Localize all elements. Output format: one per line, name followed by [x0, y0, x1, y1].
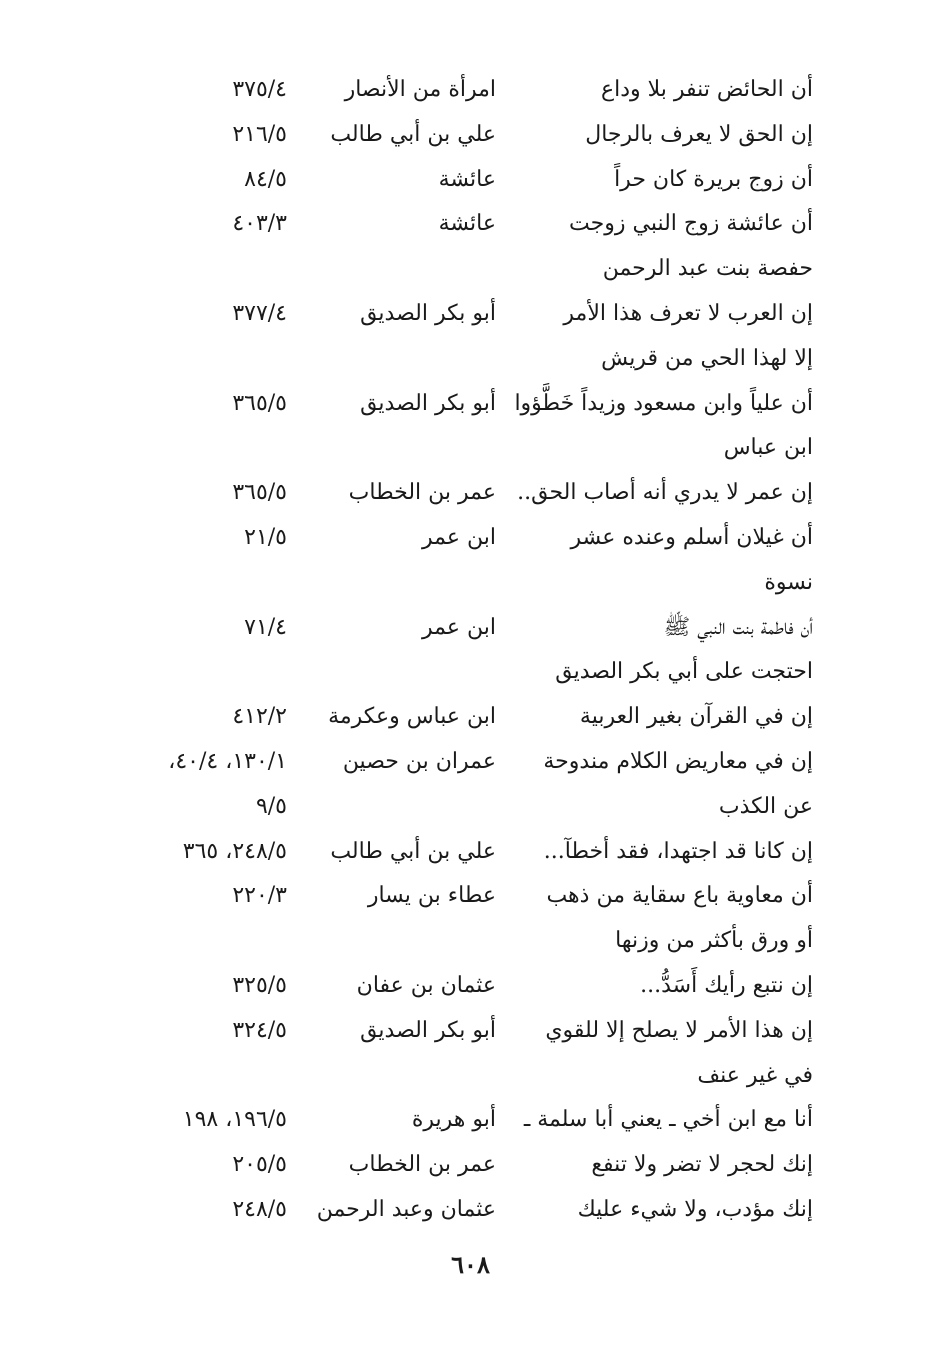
- page-number: ٦٠٨: [451, 1250, 490, 1279]
- index-row: [0, 695, 941, 740]
- index-row: [0, 650, 941, 695]
- hadith-text: أن عائشة زوج النبي زوجت: [569, 211, 813, 237]
- index-row: [0, 382, 941, 427]
- index-row: [0, 1188, 941, 1233]
- index-row: [0, 113, 941, 158]
- reference: ٢٤٨/٥: [232, 1196, 287, 1222]
- hadith-text: إن في القرآن بغير العربية: [579, 704, 813, 730]
- hadith-text: عن الكذب: [718, 793, 813, 819]
- index-row: [0, 830, 941, 875]
- reference: ٢٠٥/٥: [232, 1152, 287, 1178]
- reference: ٣٦٥/٥: [232, 480, 287, 506]
- hadith-text: نسوة: [764, 569, 813, 595]
- hadith-text: إنك لحجر لا تضر ولا تنفع: [591, 1152, 813, 1178]
- hadith-text: أن فاطمة بنت النبي ﷺ: [663, 614, 813, 640]
- index-row: [0, 785, 941, 830]
- index-row: [0, 606, 941, 651]
- index-row: [0, 158, 941, 203]
- reference: ٨٤/٥: [244, 166, 287, 192]
- hadith-text: إنك مؤدب، ولا شيء عليك: [577, 1196, 813, 1222]
- narrator: عائشة: [438, 166, 496, 192]
- index-row: [0, 68, 941, 113]
- narrator: عمران بن حصين: [342, 748, 496, 774]
- narrator: علي بن أبي طالب: [330, 121, 496, 147]
- reference: ٣٧٧/٤: [232, 300, 287, 326]
- index-table: [0, 68, 941, 1233]
- reference: ٤١٢/٢: [232, 704, 287, 730]
- index-row: [0, 426, 941, 471]
- index-row: [0, 516, 941, 561]
- reference: ٢٤٨/٥، ٣٦٥: [182, 838, 287, 864]
- narrator: عطاء بن يسار: [367, 883, 496, 909]
- hadith-text: حفصة بنت عبد الرحمن: [602, 256, 813, 282]
- narrator: علي بن أبي طالب: [330, 838, 496, 864]
- hadith-text: أن زوج بريرة كان حراً: [614, 166, 813, 192]
- index-row: [0, 964, 941, 1009]
- narrator: أبو بكر الصديق: [360, 390, 496, 416]
- narrator: أبو بكر الصديق: [360, 1017, 496, 1043]
- narrator: عمر بن الخطاب: [348, 480, 496, 506]
- narrator: امرأة من الأنصار: [344, 77, 496, 102]
- index-row: [0, 1009, 941, 1054]
- index-row: [0, 292, 941, 337]
- narrator: ابن عمر: [422, 524, 496, 550]
- index-row: [0, 337, 941, 382]
- index-row: [0, 740, 941, 785]
- narrator: عمر بن الخطاب: [348, 1152, 496, 1178]
- reference: ٢١٦/٥: [232, 121, 287, 147]
- hadith-text: احتجت على أبي بكر الصديق: [555, 659, 813, 685]
- hadith-text: ابن عباس: [723, 435, 813, 461]
- hadith-text: إن هذا الأمر لا يصلح إلا للقوي: [545, 1017, 813, 1043]
- reference: ٢٢٠/٣: [232, 883, 287, 909]
- hadith-text: أنا مع ابن أخي ـ يعني أبا سلمة ـ: [523, 1107, 813, 1133]
- index-row: [0, 471, 941, 516]
- narrator: عائشة: [438, 211, 496, 237]
- hadith-text: إن نتبع رأيك أَسَدُّ...: [640, 972, 813, 998]
- reference: ٩/٥: [255, 793, 287, 819]
- hadith-text: إن كانا قد اجتهدا، فقد أخطآ...: [543, 838, 813, 864]
- hadith-text: إن العرب لا تعرف هذا الأمر: [563, 300, 813, 326]
- hadith-text: أن علياً وابن مسعود وزيداً خَطَّؤوا: [514, 390, 813, 416]
- reference: ٣٧٥/٤: [232, 77, 287, 102]
- hadith-text: إن في معاريض الكلام مندوحة: [543, 748, 813, 774]
- narrator: ابن عمر: [422, 614, 496, 640]
- hadith-text: في غير عنف: [697, 1062, 813, 1088]
- reference: ٤٠٣/٣: [232, 211, 287, 237]
- hadith-text: أن الحائض تنفر بلا وداع: [601, 77, 813, 102]
- hadith-text: إن عمر لا يدري أنه أصاب الحق..: [517, 480, 813, 506]
- narrator: عثمان وعبد الرحمن: [316, 1196, 496, 1222]
- reference: ٣٦٥/٥: [232, 390, 287, 416]
- hadith-text: إلا لهذا الحي من قريش: [601, 345, 813, 371]
- narrator: أبو هريرة: [411, 1107, 496, 1133]
- index-row: [0, 561, 941, 606]
- reference: ٣٢٤/٥: [232, 1017, 287, 1043]
- index-row: [0, 1098, 941, 1143]
- narrator: عثمان بن عفان: [356, 972, 496, 998]
- reference: ٢١/٥: [244, 524, 287, 550]
- narrator: ابن عباس وعكرمة: [328, 704, 496, 730]
- index-row: [0, 247, 941, 292]
- hadith-text: أن معاوية باع سقاية من ذهب: [546, 883, 813, 909]
- hadith-text: أن غيلان أسلم وعنده عشر: [570, 524, 813, 550]
- index-row: [0, 919, 941, 964]
- index-row: [0, 1054, 941, 1099]
- hadith-text: أو ورق بأكثر من وزنها: [615, 928, 813, 954]
- reference: ٣٢٥/٥: [232, 972, 287, 998]
- index-row: [0, 202, 941, 247]
- reference: ١٩٦/٥، ١٩٨: [182, 1107, 287, 1133]
- narrator: أبو بكر الصديق: [360, 300, 496, 326]
- index-row: [0, 1143, 941, 1188]
- index-row: [0, 874, 941, 919]
- hadith-text: إن الحق لا يعرف بالرجال: [585, 121, 813, 147]
- reference: ١٣٠/١، ٤٠/٤،: [168, 748, 287, 774]
- reference: ٧١/٤: [244, 614, 287, 640]
